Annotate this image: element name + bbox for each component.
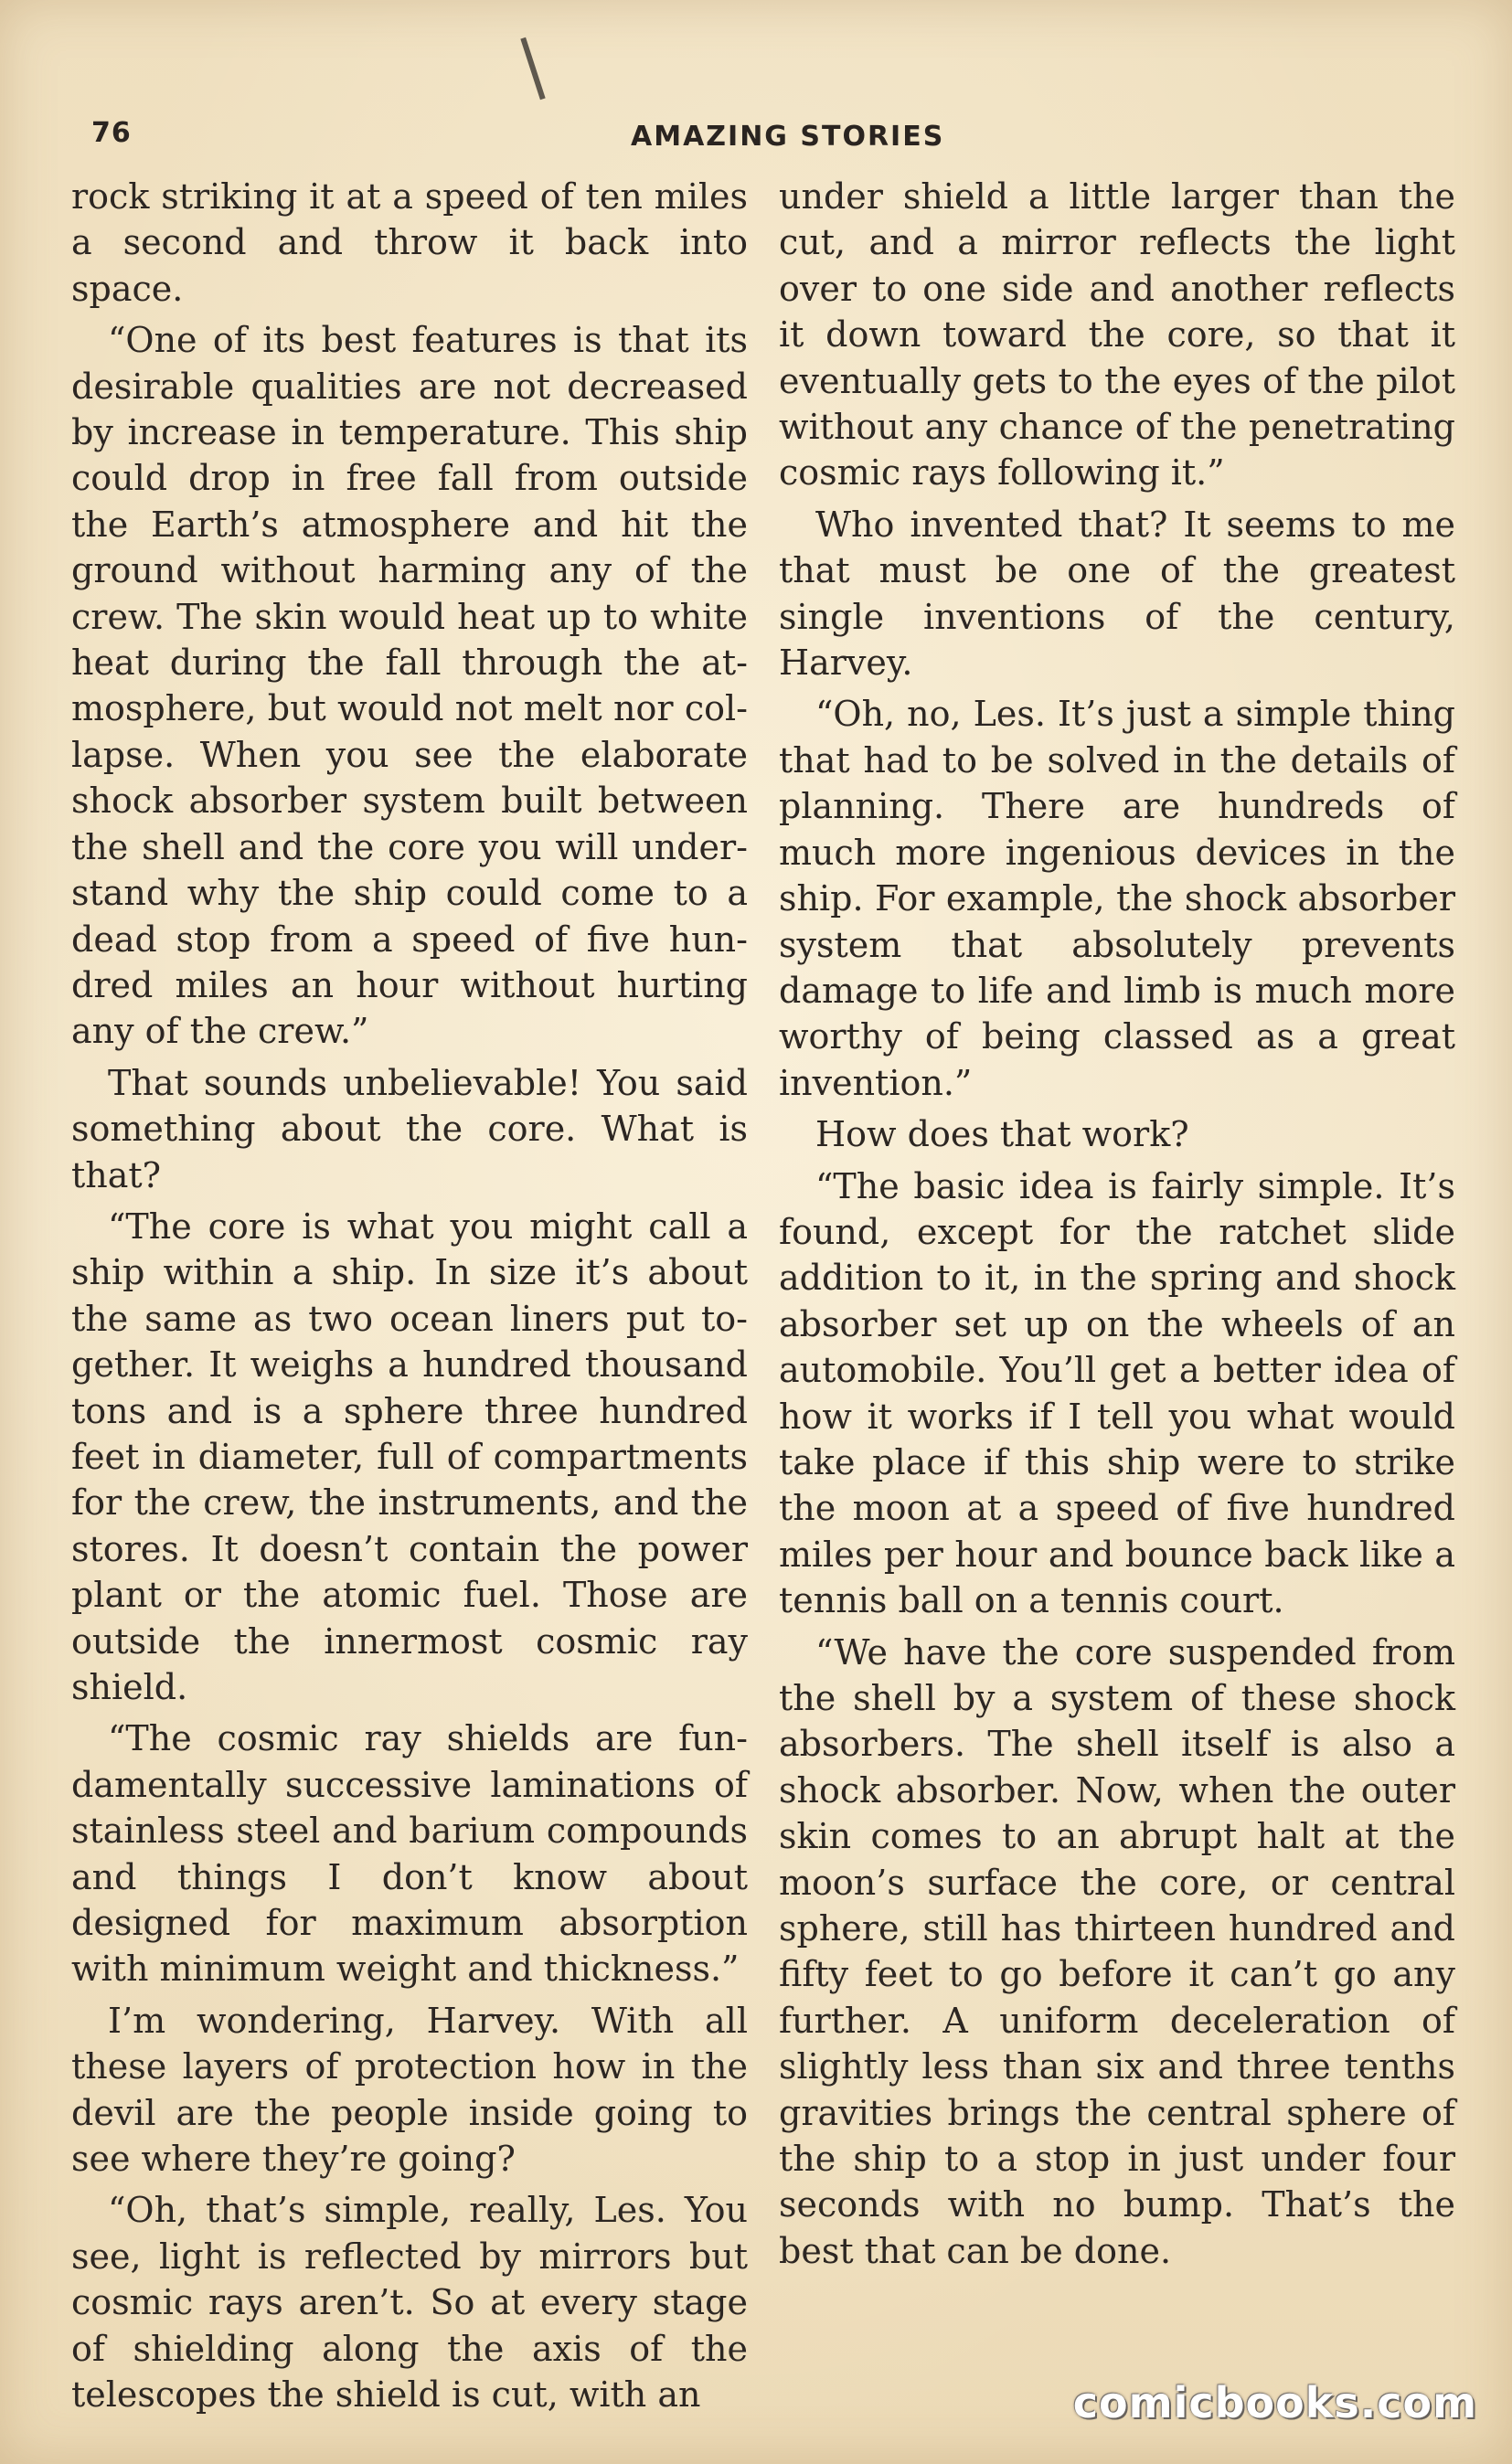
paragraph: under shield a little larger than the cut, and a mirror reflects the light over to one side and another reflects it down toward the core, so that it eventually gets to the eyes of the pilot without any chance of the penetrating cosmic rays following it.” — [779, 176, 1455, 494]
watermark: comicbooks.com — [1072, 2378, 1477, 2427]
page-header — [0, 117, 1512, 163]
running-title: AMAZING STORIES — [631, 121, 945, 153]
paragraph: “We have the core suspended from the shell by a system of these shock absorbers. The shell itself is also a shock absorber. Now, when the outer skin comes to an abrupt halt at the moon’s surface the core, or central sphere, still has thirteen hundred and fifty feet to go before it can’t go any further. A uniform deceleration of slightly less than six and three tenths gravities brings the central sphere of the ship to a stop in just under four seconds with no bump. That’s the best that can be done. — [779, 1631, 1455, 2271]
paragraph: “Oh, that’s simple, really, Les. You see, light is reflected by mirrors but cosmic rays aren’t. So at every stage of shielding along the axis of the telescopes the shield is cut, with an — [71, 2190, 748, 2416]
left-column — [71, 174, 748, 2424]
paragraph: rock striking it at a speed of ten miles a second and throw it back into space. — [71, 176, 748, 309]
paragraph: “Oh, no, Les. It’s just a simple thing that had to be solved in the details of planning. There are hundreds of much more ingenious devices in the ship. For example, the shock absorber system that absolutely prevents damage to life and limb is much more worthy of being classed as a great invention.” — [779, 694, 1455, 1103]
paragraph: I’m wondering, Harvey. With all these layers of protection how in the devil are the people inside going to see where they’re going? — [71, 2000, 748, 2180]
page-number: 76 — [91, 117, 132, 149]
paragraph: How does that work? — [815, 1114, 1189, 1155]
paragraph: “The core is what you might call a ship within a ship. In size it’s about the same as two ocean liners put together. It weighs a hundred thousand tons and is a sphere three hundred feet in diameter, full of compartments for the crew, the instruments, and the stores. It doesn’t contain the power plant or the atomic fuel. Those are outside the innermost cosmic ray shield. — [71, 1205, 748, 1707]
ink-mark — [520, 37, 545, 100]
paragraph: “The basic idea is fairly simple. It’s found, except for the ratchet slide addition to it, in the spring and shock absorber set up on the wheels of an automobile. You’ll get a better idea of how it works if I tell you what would take place if this ship were to strike the moon at a speed of five hundred miles per hour and bounce back like a tennis ball on a tennis court. — [779, 1165, 1455, 1621]
paragraph: “The cosmic ray shields are fundamentally successive laminations of stainless steel and barium compounds and things I don’t know about designed for maximum absorption with minimum weight and thickness.” — [71, 1718, 748, 1990]
paragraph: That sounds unbelievable! You said something about the core. What is that? — [71, 1062, 748, 1195]
right-column — [779, 174, 1455, 2279]
paragraph: Who invented that? It seems to me that must be one of the greatest single inventions of the century, Harvey. — [779, 504, 1455, 684]
paragraph: “One of its best features is that its desirable qualities are not decreased by increase in temperature. This ship could drop in free fall from outside the Earth’s atmosphere and hit the ground without harming any of the crew. The skin would heat up to white heat during the fall through the atmosphere, but would not melt nor collapse. When you see the elaborate shock absorber system built between the shell and the core you will understand why the ship could come to a dead stop from a speed of five hundred miles an hour without hurting any of the crew.” — [71, 320, 748, 1052]
